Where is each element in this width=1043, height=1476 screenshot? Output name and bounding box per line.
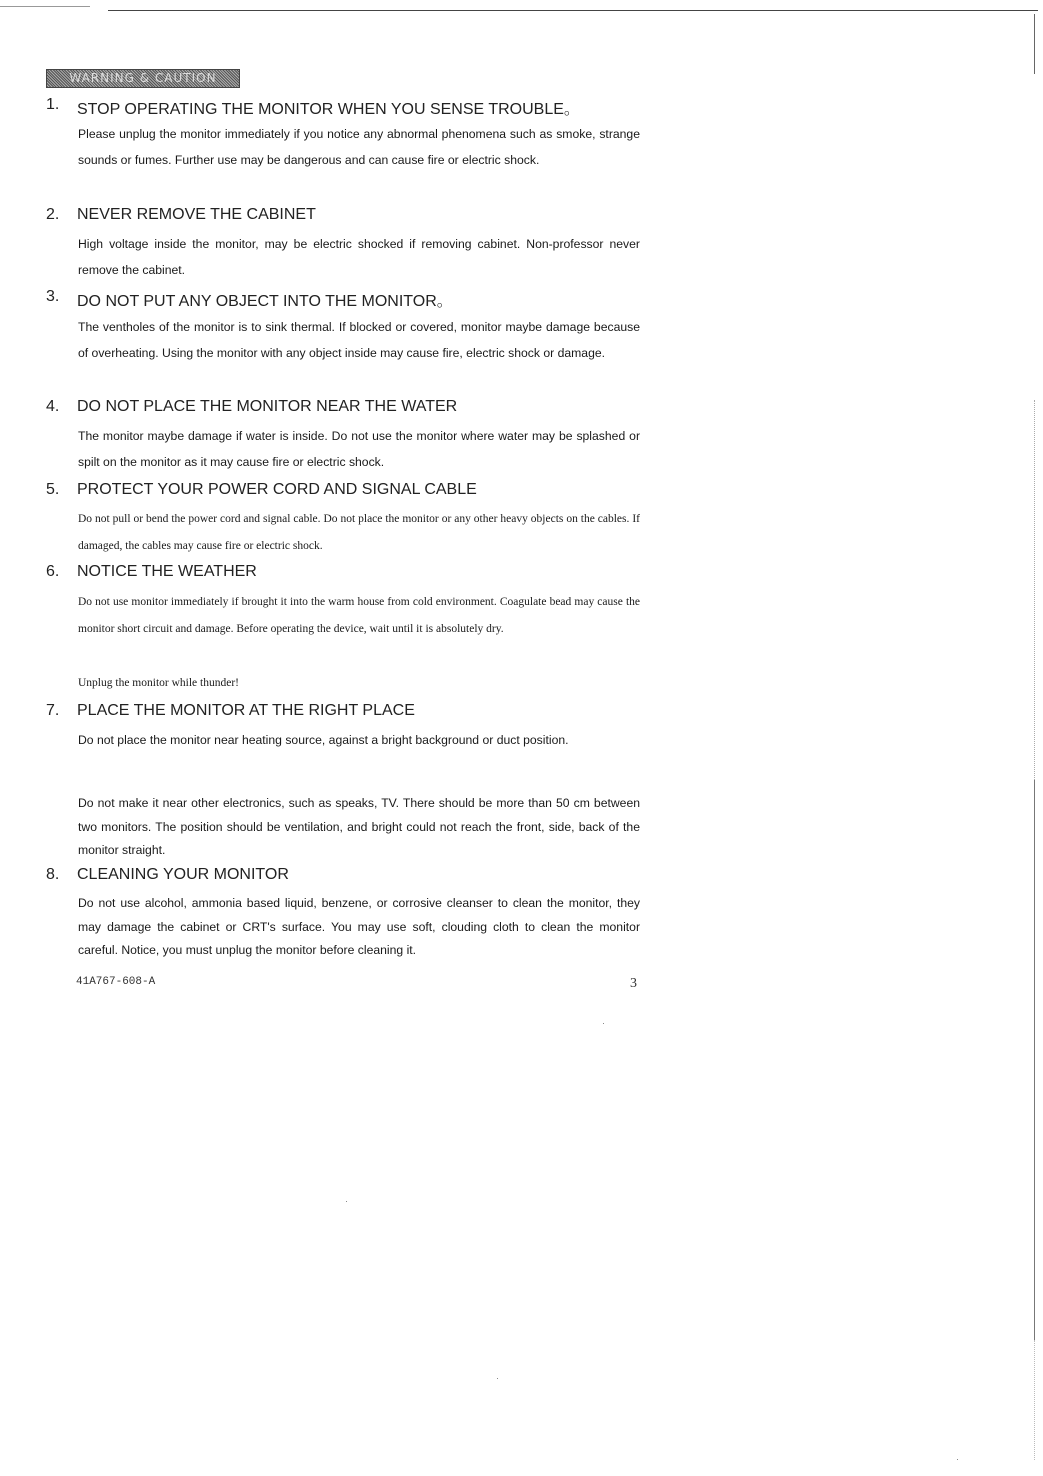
- scan-speck: [497, 1378, 498, 1379]
- scan-right-edge: [1034, 14, 1035, 74]
- item-number: 6.: [46, 563, 60, 580]
- item-number: 2.: [46, 206, 60, 223]
- item-paragraph: Do not pull or bend the power cord and signal cable. Do not place the monitor or any other heavy objects on the cables. If damaged, the cables may cause fire or electric shock.: [78, 513, 640, 552]
- scan-right-dots-bottom: [1034, 1340, 1036, 1460]
- scan-right-edge-lower: [1034, 780, 1035, 1340]
- item-paragraph: The ventholes of the monitor is to sink thermal. If blocked or covered, monitor maybe damage because of overheating. Using the monitor with any object inside may cause fire, electric shock or damage.: [78, 320, 640, 360]
- item-heading: PLACE THE MONITOR AT THE RIGHT PLACE: [77, 702, 415, 719]
- item-paragraph: Do not use monitor immediately if brought it into the warm house from cold environment. Coagulate bead may cause the monitor short circuit and damage. Before operating the device, wait until it is absolutely dry.: [78, 596, 640, 635]
- item-number: 1.: [46, 96, 60, 113]
- item-number: 4.: [46, 398, 60, 415]
- warning-caution-banner: WARNING & CAUTION: [46, 69, 240, 88]
- scan-top-line: [108, 10, 1038, 11]
- document-code: 41A767-608-A: [76, 976, 156, 988]
- item-paragraph: Do not make it near other electronics, such as speaks, TV. There should be more than 50 cm between two monitors. The position should be ventilation, and bright could not reach the front, side, back of the monitor straight.: [78, 796, 640, 857]
- item-number: 7.: [46, 702, 60, 719]
- scan-right-dots: [1034, 400, 1036, 780]
- item-paragraph: High voltage inside the monitor, may be electric shocked if removing cabinet. Non-professor never remove the cabinet.: [78, 237, 640, 277]
- scan-edge-line: [0, 6, 90, 7]
- scan-speck: [957, 1459, 958, 1460]
- item-number: 8.: [46, 866, 60, 883]
- item-paragraph: The monitor maybe damage if water is inside. Do not use the monitor where water may be splashed or spilt on the monitor as it may cause fire or electric shock.: [78, 429, 640, 469]
- item-paragraph: Please unplug the monitor immediately if you notice any abnormal phenomena such as smoke, strange sounds or fumes. Further use may be dangerous and can cause fire or electric shock.: [78, 127, 640, 167]
- item-paragraph: Do not use alcohol, ammonia based liquid, benzene, or corrosive cleanser to clean the monitor, they may damage the cabinet or CRT's surface. You may use soft, clouding cloth to clean the monitor careful. Notice, you must unplug the monitor before cleaning it.: [78, 896, 640, 957]
- item-heading: NOTICE THE WEATHER: [77, 563, 257, 580]
- item-heading: PROTECT YOUR POWER CORD AND SIGNAL CABLE: [77, 481, 477, 498]
- scan-speck: [346, 1201, 347, 1202]
- page-number: 3: [630, 976, 637, 991]
- item-heading: STOP OPERATING THE MONITOR WHEN YOU SENSE TROUBLE。: [77, 101, 580, 118]
- item-paragraph: Do not place the monitor near heating source, against a bright background or duct position.: [78, 733, 569, 747]
- scan-speck: [603, 1023, 604, 1024]
- item-heading: DO NOT PLACE THE MONITOR NEAR THE WATER: [77, 398, 458, 415]
- item-heading: DO NOT PUT ANY OBJECT INTO THE MONITOR。: [77, 293, 453, 310]
- item-number: 3.: [46, 288, 60, 305]
- item-paragraph: Unplug the monitor while thunder!: [78, 677, 239, 689]
- item-number: 5.: [46, 481, 60, 498]
- item-heading: NEVER REMOVE THE CABINET: [77, 206, 316, 223]
- item-heading: CLEANING YOUR MONITOR: [77, 866, 289, 883]
